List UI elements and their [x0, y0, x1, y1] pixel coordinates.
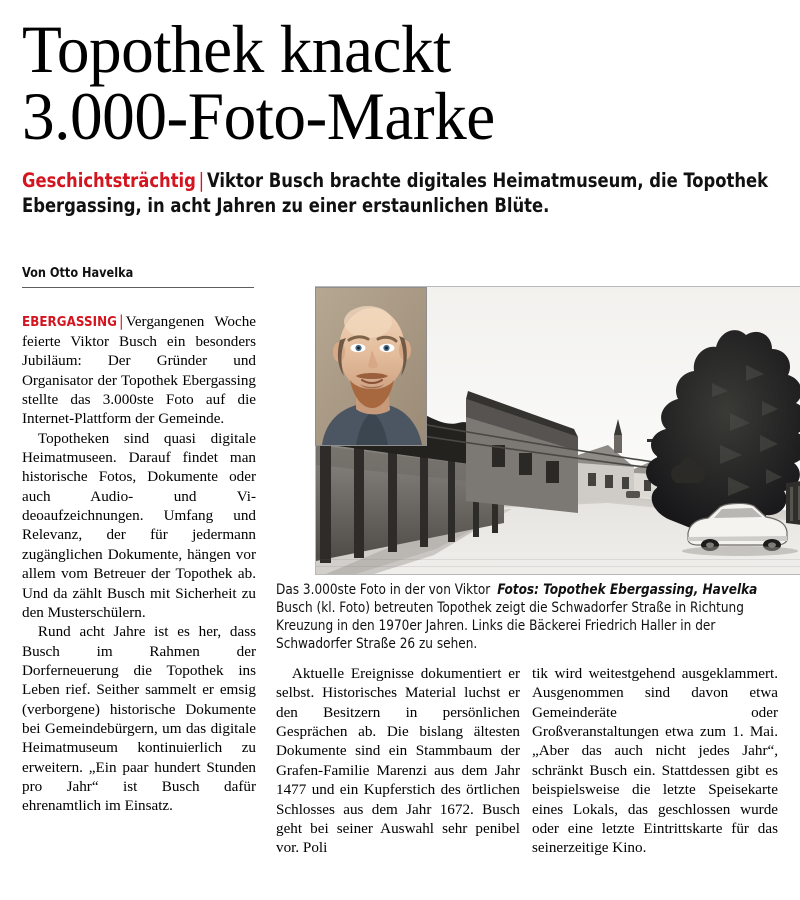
headline-line-2: 3.000-Foto-Marke [22, 78, 495, 155]
byline-divider [22, 287, 254, 288]
subheadline [22, 151, 774, 219]
byline: Von Otto Havelka [22, 266, 134, 281]
paragraph: Aktuelle Ereignisse dokumentiert er selbst. Historisches Material luchst er den Besitzern in persönlichen Gesprächen ab. Die bislang ältesten Dokumente sind ein Stammbaum der Grafen-Familie Marenzi aus dem Jahr 1477 und ein Kupferstich des örtlichen Schlosses aus dem Jahr 1672. Busch geht bei seiner Auswahl sehr penibel vor. Poli [276, 665, 520, 857]
subheadline-text: Viktor Busch brachte digitales Heimatmuseum, die Topothek Ebergassing, in acht Jahren zu einer erstaunlichen Blüte. [22, 168, 769, 217]
paragraph: Topotheken sind quasi digitale Heimatmuseen. Darauf findet man historische Fotos, Dokumente oder auch Audio- und Videoaufzeichnungen. Umfang und Relevanz, der für jedermann zugänglichen Dokumente, hängen vor allem vom Betreuer der Topothek ab. Und da zählt Busch mit Sicherheit zu den Musterschülern. [22, 429, 256, 621]
paragraph-text: Vergangenen Woche feierte Viktor Busch ein besonders Jubiläum: Der Gründer und Organisator der Topothek Ebergassing stellte das 3.000ste Foto auf die Internet-Plattform der Gemeinde. [22, 313, 256, 428]
photo-caption [276, 581, 757, 653]
article-photo-figure [316, 287, 800, 574]
dateline-separator: | [118, 312, 124, 330]
body-column-2 [276, 664, 520, 858]
paragraph: tik wird weitestgehend ausgeklammert. Ausgenommen sind davon etwa Gemeinderäte oder Großveranstaltungen etwa zum 1. Mai. „Aber das auch nicht jedes Jahr“, schränkt Busch ein. Stattdessen gibt es beispielsweise die letzte Speisekarte eines Lokals, das geschlossen wurde oder eine letzte Eintrittskarte für das seinerzeitige Kino. [532, 665, 778, 857]
inset-portrait-photo [316, 288, 426, 445]
subheadline-separator: | [198, 168, 205, 192]
dateline-place: EBERGASSING [22, 315, 117, 330]
photo-credit: Fotos: Topothek Ebergassing, Havelka [497, 582, 758, 599]
body-column-1 [22, 312, 256, 816]
subheadline-kicker: Geschichtsträchtig [22, 168, 196, 192]
body-column-3 [532, 664, 778, 858]
headline-line-1: Topothek knackt [22, 11, 451, 87]
byline-block [22, 266, 254, 288]
page-title [22, 0, 748, 155]
paragraph [22, 312, 256, 429]
paragraph: Rund acht Jahre ist es her, dass Busch im Rahmen der Dorferneuerung die Topothek ins Leben rief. Seither sammelt er emsig (verborgene) historische Dokumente bei Gemeindebürgern, um das digitale Heimatmuseum kontinuierlich zu erweitern. „Ein paar hundert Stunden pro Jahr“ ist Busch dafür ehrenamtlich im Einsatz. [22, 623, 256, 815]
photo-caption-text: Das 3.000ste Foto in der von Viktor Busch (kl. Foto) betreuten Topothek zeigt die Schwadorfer Straße in Richtung Kreuzung in den 1970er Jahren. Links die Bäckerei Friedrich Haller in der Schwadorfer Straße 26 zu sehen. [276, 582, 744, 653]
